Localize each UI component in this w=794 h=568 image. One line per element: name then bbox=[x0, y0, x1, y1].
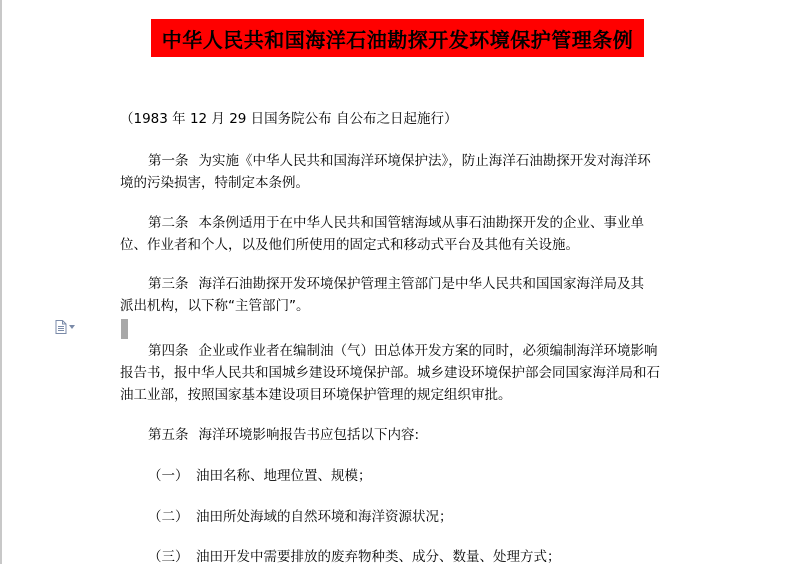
list-item: （一） 油田名称、地理位置、规模； bbox=[148, 468, 372, 484]
article-3: 第三条 海洋石油勘探开发环境保护管理主管部门是中华人民共和国国家海洋局及其 派出机构，以下称“主管部门”。 bbox=[120, 276, 644, 314]
chevron-down-icon bbox=[69, 325, 75, 329]
article-1: 第一条 为实施《中华人民共和国海洋环境保护法》，防止海洋石油勘探开发对海洋环 境的污染损害，特制定本条例。 bbox=[120, 153, 651, 191]
article-2: 第二条 本条例适用于在中华人民共和国管辖海域从事石油勘探开发的企业、事业单 位、作业者和个人，以及他们所使用的固定式和移动式平台及其他有关设施。 bbox=[120, 215, 644, 253]
document-title: 中华人民共和国海洋石油勘探开发环境保护管理条例 bbox=[161, 27, 634, 52]
page-left-edge bbox=[0, 0, 2, 564]
empty-paragraph-marker[interactable] bbox=[121, 319, 128, 339]
list-item: （二） 油田所处海域的自然环境和海洋资源状况； bbox=[148, 509, 453, 525]
document-paragraph-icon[interactable] bbox=[55, 320, 79, 334]
article-label: 第三条 bbox=[148, 276, 189, 292]
article-5: 第五条 海洋环境影响报告书应包括以下内容: bbox=[148, 427, 420, 443]
article-label: 第五条 bbox=[148, 427, 189, 443]
document-icon bbox=[55, 320, 67, 334]
title-highlight bbox=[151, 19, 644, 57]
list-item: （三） 油田开发中需要排放的废弃物种类、成分、数量、处理方式； bbox=[148, 549, 561, 565]
article-label: 第四条 bbox=[148, 343, 189, 359]
article-label: 第二条 bbox=[148, 215, 189, 231]
subtitle: （1983 年 12 月 29 日国务院公布 自公布之日起施行） bbox=[120, 111, 458, 127]
article-label: 第一条 bbox=[148, 153, 189, 169]
article-4: 第四条 企业或作业者在编制油（气）田总体开发方案的同时，必须编制海洋环境影响 报告书，报中华人民共和国城乡建设环境保护部。城乡建设环境保护部会同国家海洋局和石 油工业部，按照国家基本建设项目环境保护管理的规定组织审批。 bbox=[120, 343, 660, 403]
